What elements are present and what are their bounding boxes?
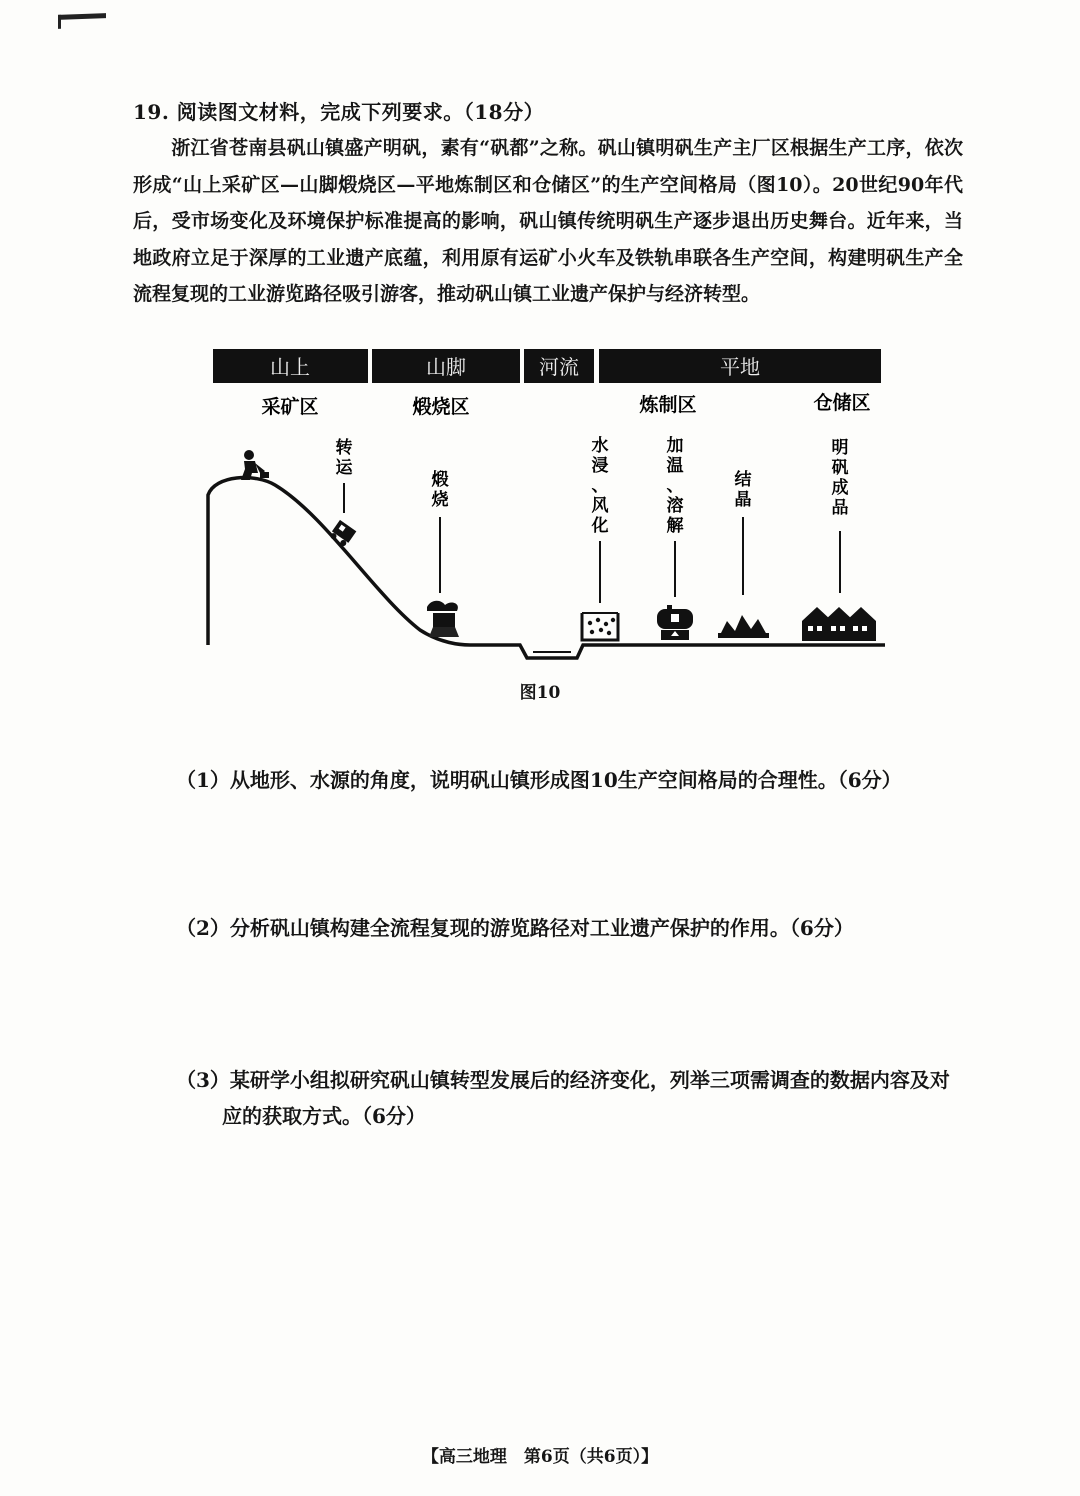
boiler-icon: [657, 605, 693, 640]
material-paragraph: [133, 130, 963, 313]
label-soak-4: 风: [591, 496, 609, 516]
material-text: 浙江省苍南县矾山镇盛产明矾，素有“矾都”之称。矾山镇明矾生产主厂区根据生产工序，依次形成“山上采矿区—山脚煅烧区—平地炼制区和仓储区”的生产空间格局（图10）。20世纪90年代后，受市场变化及环境保护标准提高的影响，矾山镇传统明矾生产逐步退出历史舞台。近年来，当地政府立足于深厚的工业遗产底蕴，利用原有运矿小火车及铁轨串联各生产空间，构建明矾生产全流程复现的工业游览路径吸引游客，推动矾山镇工业遗产保护与经济转型。: [133, 137, 963, 305]
zone-storage: 仓储区: [813, 392, 871, 414]
page-footer: 【高三地理 第6页（共6页）】: [421, 1447, 659, 1467]
corner-mark: [58, 13, 106, 20]
kiln-icon: [427, 601, 459, 637]
sub-question-3-num: （3）: [176, 1068, 230, 1092]
label-product-4: 品: [831, 498, 849, 518]
label-heat-1: 加: [666, 436, 684, 456]
label-transport-1: 转: [335, 438, 353, 458]
band-foot-label: 山脚: [426, 355, 466, 379]
label-soak-2: 浸: [591, 456, 609, 476]
figure-10: [205, 345, 895, 665]
band-river-label: 河流: [539, 355, 579, 379]
zone-mining: 采矿区: [261, 396, 319, 418]
question-title: 19. 阅读图文材料，完成下列要求。（18分）: [133, 100, 545, 124]
crystal-icon: [718, 615, 769, 638]
mine-cart-icon: [328, 520, 356, 548]
sub-question-1-text: 从地形、水源的角度，说明矾山镇形成图10生产空间格局的合理性。（6分）: [229, 768, 902, 792]
sub-question-2-text: 分析矾山镇构建全流程复现的游览路径对工业遗产保护的作用。（6分）: [229, 916, 854, 940]
warehouse-icon: [802, 607, 876, 641]
zone-calcining: 煅烧区: [412, 396, 470, 418]
label-crystal-2: 晶: [734, 490, 752, 510]
sub-question-1-num: （1）: [176, 768, 230, 792]
sub-question-2: [176, 910, 976, 946]
sub-question-3-text-cont: 应的获取方式。（6分）: [222, 1104, 426, 1128]
label-soak-3: 、: [591, 476, 609, 496]
terrain-profile: [208, 478, 885, 658]
label-heat-2: 温: [666, 456, 684, 476]
label-calcine-1: 煅: [431, 470, 449, 490]
label-calcine-2: 烧: [431, 490, 449, 510]
sub-question-3: [176, 1062, 976, 1134]
label-crystal-1: 结: [734, 470, 752, 490]
label-product-3: 成: [831, 478, 849, 498]
sub-question-3-text: 某研学小组拟研究矾山镇转型发展后的经济变化，列举三项需调查的数据内容及对: [229, 1068, 950, 1092]
production-layout-diagram: [205, 345, 895, 665]
label-product-2: 矾: [831, 458, 849, 478]
miner-icon: [241, 450, 269, 480]
soak-pool-icon: [582, 613, 618, 640]
zone-refining: 炼制区: [639, 394, 697, 416]
label-transport-2: 运: [335, 458, 353, 478]
sub-question-2-num: （2）: [176, 916, 230, 940]
label-soak-5: 化: [591, 516, 609, 536]
label-soak-1: 水: [591, 436, 609, 456]
label-heat-4: 溶: [666, 496, 684, 516]
band-flat-label: 平地: [720, 355, 760, 379]
band-mountain-label: 山上: [270, 355, 310, 379]
label-heat-3: 、: [666, 476, 684, 496]
label-product-1: 明: [831, 438, 849, 458]
figure-caption: 图10: [519, 683, 561, 703]
label-heat-5: 解: [666, 516, 684, 536]
sub-question-1: [176, 762, 976, 798]
